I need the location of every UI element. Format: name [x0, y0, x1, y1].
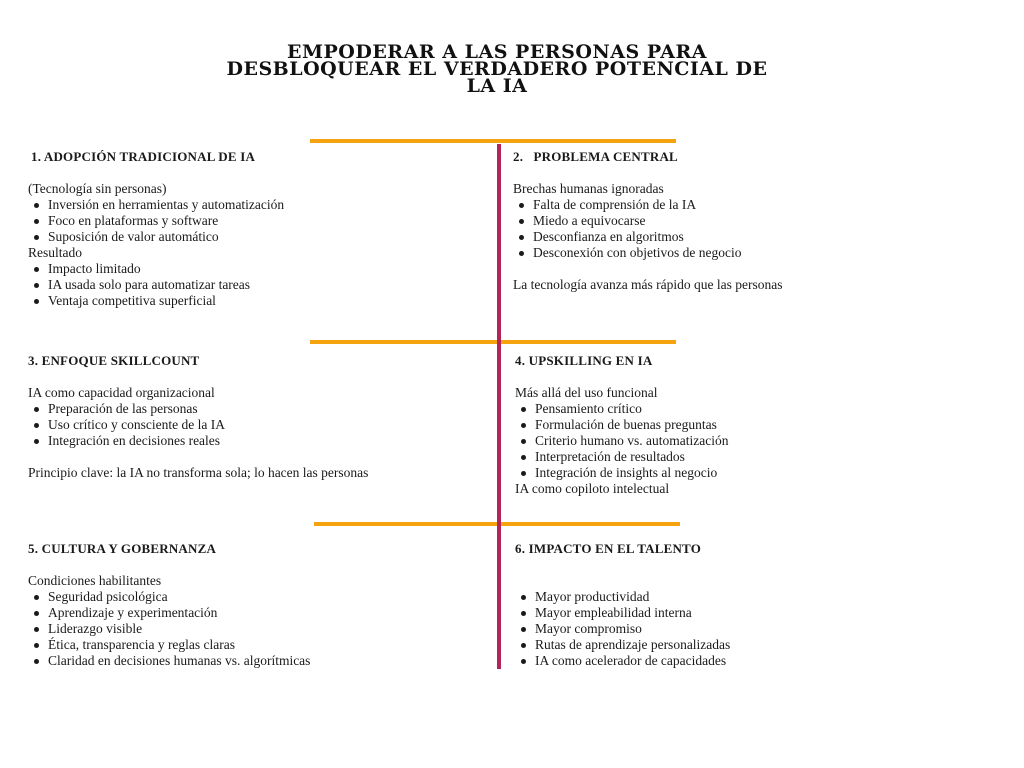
section-2-intro: Brechas humanas ignoradas [513, 181, 664, 196]
section-6 [515, 541, 730, 669]
divider-middle [310, 340, 676, 344]
list-item: Seguridad psicológica [28, 589, 310, 605]
section-4-closing: IA como copiloto intelectual [515, 481, 670, 496]
list-item: Claridad en decisiones humanas vs. algorítmicas [28, 653, 310, 669]
list-item: Formulación de buenas preguntas [515, 417, 728, 433]
list-item: IA como acelerador de capacidades [515, 653, 730, 669]
title-line-2: DESBLOQUEAR EL VERDADERO POTENCIAL DE [226, 58, 768, 80]
list-item: Rutas de aprendizaje personalizadas [515, 637, 730, 653]
divider-vertical [497, 144, 501, 669]
list-item: Interpretación de resultados [515, 449, 728, 465]
section-1 [28, 149, 285, 309]
list-item: Miedo a equivocarse [513, 213, 783, 229]
section-4-list [515, 401, 728, 481]
section-5 [28, 541, 310, 669]
list-item: Mayor productividad [515, 589, 730, 605]
list-item: Criterio humano vs. automatización [515, 433, 728, 449]
section-4-title: 4. UPSKILLING EN IA [515, 353, 653, 368]
list-item: Mayor empleabilidad interna [515, 605, 730, 621]
list-item: Desconexión con objetivos de negocio [513, 245, 783, 261]
list-item: Aprendizaje y experimentación [28, 605, 310, 621]
list-item: Desconfianza en algoritmos [513, 229, 783, 245]
list-item: Integración en decisiones reales [28, 433, 368, 449]
list-item: IA usada solo para automatizar tareas [28, 277, 284, 293]
section-6-title: 6. IMPACTO EN EL TALENTO [515, 541, 702, 556]
title-line-3: LA IA [466, 75, 528, 97]
section-3-list [28, 401, 368, 449]
section-5-title: 5. CULTURA Y GOBERNANZA [28, 541, 217, 556]
title-line-1: EMPODERAR A LAS PERSONAS PARA [287, 41, 707, 63]
list-item: Suposición de valor automático [28, 229, 284, 245]
section-2-list [513, 197, 783, 261]
section-3-intro: IA como capacidad organizacional [28, 385, 215, 400]
section-5-list [28, 589, 310, 669]
section-3-title: 3. ENFOQUE SKILLCOUNT [28, 353, 200, 368]
section-1-result-list [28, 261, 284, 309]
page-title [180, 41, 814, 97]
section-2-title: 2. PROBLEMA CENTRAL [513, 149, 678, 164]
section-4-intro: Más allá del uso funcional [515, 385, 658, 400]
section-3 [28, 353, 368, 481]
list-item: Integración de insights al negocio [515, 465, 728, 481]
section-1-list [28, 197, 284, 245]
section-5-intro: Condiciones habilitantes [28, 573, 162, 588]
section-6-list [515, 589, 730, 669]
section-1-result-label: Resultado [28, 245, 82, 260]
divider-top [310, 139, 676, 143]
list-item: Ética, transparencia y reglas claras [28, 637, 310, 653]
list-item: Pensamiento crítico [515, 401, 728, 417]
list-item: Impacto limitado [28, 261, 284, 277]
section-1-title: 1. ADOPCIÓN TRADICIONAL DE IA [31, 149, 256, 164]
list-item: Foco en plataformas y software [28, 213, 284, 229]
list-item: Ventaja competitiva superficial [28, 293, 284, 309]
section-1-intro: (Tecnología sin personas) [28, 181, 167, 196]
list-item: Inversión en herramientas y automatización [28, 197, 284, 213]
section-2-closing: La tecnología avanza más rápido que las personas [513, 277, 783, 292]
list-item: Falta de comprensión de la IA [513, 197, 783, 213]
list-item: Uso crítico y consciente de la IA [28, 417, 368, 433]
section-4 [515, 353, 728, 497]
list-item: Mayor compromiso [515, 621, 730, 637]
list-item: Liderazgo visible [28, 621, 310, 637]
section-3-closing: Principio clave: la IA no transforma sola; lo hacen las personas [28, 465, 369, 480]
section-2 [513, 149, 783, 293]
list-item: Preparación de las personas [28, 401, 368, 417]
